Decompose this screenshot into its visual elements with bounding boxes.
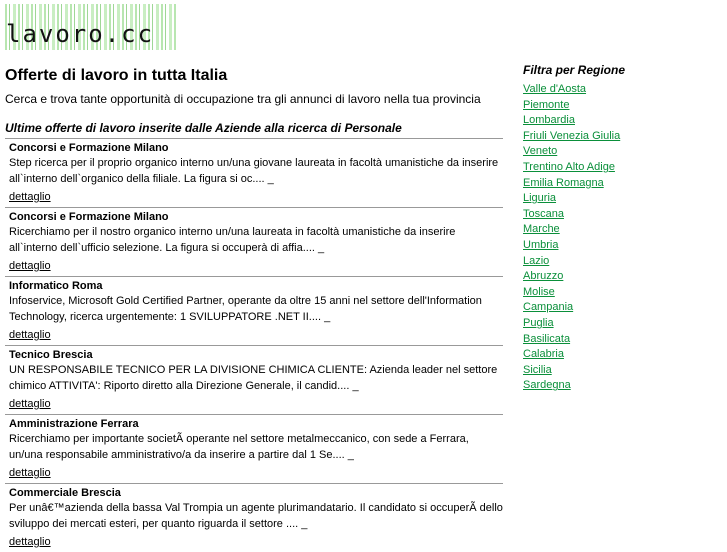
job-title: Amministrazione Ferrara	[9, 418, 139, 430]
job-item	[5, 139, 503, 208]
site-logo[interactable]	[5, 4, 178, 50]
region-item	[523, 347, 713, 363]
job-title: Commerciale Brescia	[9, 487, 121, 499]
region-link[interactable]: Friuli Venezia Giulia	[523, 129, 621, 142]
region-item	[523, 285, 713, 301]
region-item	[523, 332, 713, 348]
job-title: Tecnico Brescia	[9, 349, 93, 361]
region-link[interactable]: Veneto	[523, 145, 558, 158]
region-item	[523, 129, 713, 145]
job-item	[5, 415, 503, 484]
region-list	[523, 82, 713, 394]
region-item	[523, 269, 713, 285]
job-item	[5, 277, 503, 346]
sidebar-title: Filtra per Regione	[523, 63, 626, 77]
region-item	[523, 222, 713, 238]
main-content	[5, 66, 503, 552]
job-detail-link[interactable]: dettaglio	[9, 191, 51, 203]
job-description: Per unâ€™azienda della bassa Val Trompia un agente plurimandatario. Il candidato si occuperÃ dello sviluppo dei mercati esteri, per quanto riguarda il settore .... _	[9, 502, 503, 530]
job-description: Infoservice, Microsoft Gold Certified Partner, operante da oltre 15 anni nel settore dell'Information Technology, ricerca urgentemente: 1 SVILUPPATORE .NET II.... _	[9, 295, 482, 323]
logo-text: lavoro.cc	[6, 20, 155, 48]
region-item	[523, 238, 713, 254]
job-detail-link[interactable]: dettaglio	[9, 536, 51, 548]
job-detail-link[interactable]: dettaglio	[9, 467, 51, 479]
region-item	[523, 113, 713, 129]
region-item	[523, 363, 713, 379]
region-item	[523, 207, 713, 223]
region-item	[523, 82, 713, 98]
job-description: Ricerchiamo per importante societÃ operante nel settore metalmeccanico, con sede a Ferrara, un/una responsabile amministrativo/a da inserire a partire dal 1 Se.... _	[9, 433, 469, 461]
region-item	[523, 144, 713, 160]
region-link[interactable]: Basilicata	[523, 332, 571, 345]
region-link[interactable]: Emilia Romagna	[523, 176, 604, 189]
region-item	[523, 300, 713, 316]
region-link[interactable]: Sardegna	[523, 379, 571, 392]
region-link[interactable]: Valle d'Aosta	[523, 83, 587, 95]
region-link[interactable]: Toscana	[523, 207, 564, 220]
region-item	[523, 316, 713, 332]
region-link[interactable]: Umbria	[523, 238, 559, 251]
job-title: Concorsi e Formazione Milano	[9, 211, 169, 223]
job-detail-link[interactable]: dettaglio	[9, 398, 51, 410]
region-item	[523, 254, 713, 270]
region-link[interactable]: Piemonte	[523, 98, 570, 111]
region-link[interactable]: Sicilia	[523, 363, 552, 376]
region-filter-sidebar	[523, 62, 713, 394]
job-detail-link[interactable]: dettaglio	[9, 260, 51, 272]
region-link[interactable]: Marche	[523, 223, 560, 236]
job-description: Step ricerca per il proprio organico interno un/una giovane laureata in facoltà umanistiche da inserire all`interno dell`organico della filiale. La figura si oc.... _	[9, 157, 499, 185]
region-link[interactable]: Abruzzo	[523, 270, 564, 283]
job-item	[5, 484, 503, 552]
region-item	[523, 98, 713, 114]
job-title: Informatico Roma	[9, 280, 103, 292]
page-subtitle: Cerca e trova tante opportunità di occupazione tra gli annunci di lavoro nella tua provincia	[5, 92, 481, 106]
region-link[interactable]: Lombardia	[523, 114, 575, 127]
region-item	[523, 160, 713, 176]
region-link[interactable]: Puglia	[523, 316, 554, 329]
region-item	[523, 176, 713, 192]
region-link[interactable]: Lazio	[523, 254, 550, 267]
region-link[interactable]: Liguria	[523, 192, 557, 205]
region-link[interactable]: Trentino Alto Adige	[523, 160, 615, 173]
job-item	[5, 346, 503, 415]
job-title: Concorsi e Formazione Milano	[9, 142, 169, 154]
page-title: Offerte di lavoro in tutta Italia	[5, 67, 228, 84]
job-list	[5, 138, 503, 552]
job-item	[5, 208, 503, 277]
job-detail-link[interactable]: dettaglio	[9, 329, 51, 341]
region-item	[523, 378, 713, 394]
region-item	[523, 191, 713, 207]
section-title: Ultime offerte di lavoro inserite dalle Aziende alla ricerca di Personale	[5, 121, 402, 135]
job-description: Ricerchiamo per il nostro organico interno un/una laureata in facoltà umanistiche da inserire all`interno dell`ufficio selezione. La figura si occuperà di affia.... _	[9, 226, 456, 254]
job-description: UN RESPONSABILE TECNICO PER LA DIVISIONE CHIMICA CLIENTE: Azienda leader nel settore chimico ATTIVITA': Riporto diretto alla Direzione Generale, il candid.... _	[9, 364, 498, 392]
region-link[interactable]: Campania	[523, 301, 574, 314]
region-link[interactable]: Calabria	[523, 348, 564, 361]
region-link[interactable]: Molise	[523, 285, 555, 298]
